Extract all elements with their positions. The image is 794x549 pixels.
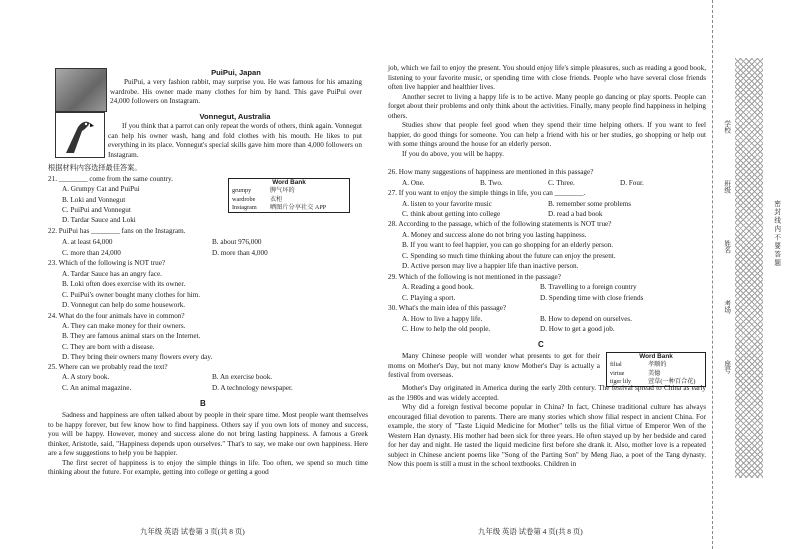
- answer-option: D. Vonnegut can help do some housework.: [62, 301, 186, 309]
- passage-c: [388, 384, 706, 470]
- answer-option: A. How to live a happy life.: [402, 315, 483, 323]
- wb-def: 孝顺的: [648, 361, 667, 369]
- answer-option: A. Grumpy Cat and PuiPui: [62, 185, 140, 193]
- answer-option: C. An animal magazine.: [62, 384, 132, 392]
- answer-option: B. about 976,000: [212, 238, 262, 246]
- answer-option: B. remember some problems: [548, 200, 632, 208]
- question-stem: 29. Which of the following is not mentioned in the passage?: [388, 273, 561, 281]
- binding-field-seat: 座号: [722, 360, 730, 374]
- answer-option: D. Active person may live a happier life than inactive person.: [402, 262, 579, 270]
- wb-term: wardrobe: [232, 195, 256, 203]
- question-stem: 22. PuiPui has ________ fans on the Instagram.: [48, 227, 186, 235]
- wb-def: 美德: [648, 369, 661, 377]
- wb-term: virtue: [610, 369, 625, 377]
- parrot-photo: [55, 112, 105, 158]
- answer-option: C. Three.: [548, 179, 575, 187]
- word-bank-title: Word Bank: [639, 353, 673, 360]
- passage-b: [48, 411, 368, 478]
- rabbit-photo: [55, 68, 107, 112]
- answer-option: C. think about getting into college: [402, 210, 501, 218]
- paragraph: Many Chinese people will wonder what presents to get for their moms on Mother's Day, but not many know Mother's Day is actually a festival from overseas.: [388, 352, 600, 379]
- answer-option: B. An exercise book.: [212, 373, 273, 381]
- wb-def: 脾气坏的: [270, 187, 295, 195]
- question-stem: 23. Which of the following is NOT true?: [48, 259, 166, 267]
- question-stem: 30. What's the main idea of this passage?: [388, 304, 507, 312]
- answer-option: D. Four.: [620, 179, 644, 187]
- paragraph: Sadness and happiness are often talked about by people in their spare time. Most people want themselves to be happy forever, but few know how to find happiness. Others say if you own lots of money and success, you will be happy. However, money and success alone do not bring lasting happiness. A famous a Greek thinker, Aristotle, said, "Happiness depends upon ourselves." That's to say, we make our own happiness. Here are a few suggestions to help you be happier.: [48, 411, 368, 457]
- paragraph: job, which we fail to enjoy the present. You should enjoy life's simple pleasures, such as reading a good book, listening to your favorite music, or spending time with close friends. People who have several close friends often live happier and healthier lives.: [388, 64, 706, 91]
- wb-def: 晒图片分享社交 APP: [270, 203, 327, 211]
- paragraph: If you do above, you will be happy.: [402, 149, 504, 158]
- answer-option: B. How to depend on ourselves.: [540, 315, 633, 323]
- answer-option: C. more than 24,000: [62, 249, 121, 257]
- answer-option: C. They are born with a disease.: [62, 343, 155, 351]
- bio-title: PuiPui, Japan: [211, 68, 261, 77]
- paragraph: Another secret to living a happy life is to be active. Many people go dancing or play sports. People can forget about their problems and only think about the activities. Finally, many people find happiness in helping others.: [388, 92, 706, 120]
- bio-title: Vonnegut, Australia: [199, 112, 271, 121]
- answer-option: B. They are famous animal stars on the Internet.: [62, 332, 201, 340]
- question-stem: 27. If you want to enjoy the simple things in life, you can ________.: [388, 189, 586, 197]
- binding-field-room: 考场: [722, 300, 730, 314]
- paragraph: Studies show that people feel good when they spend their time helping others. If you want to feel happier, do good things for someone. You can help a friend with his or her studies, go shopping or help out with some things around the house for an elderly person.: [388, 121, 706, 148]
- paragraph: Why did a foreign festival become popular in China? In fact, Chinese traditional culture has always encouraged filial devotion to parents. There are many stories which show filial respect in ancient China. For example, the story of "Taste Liquid Medicine for Mother" tells us the filial virtue of Emperor Wen of the Western Han dynasty. His mother had been sick for three years. He often stayed up by her bedside and cared for her day and night. He tasted the liquid medicine first before she drank it. Also, mother love is a repeated subject in Chinese ancient poems like "Song of the Parting Son" by Meng Jiao, a poet of the Tang dynasty. Now this poem is still a must in the school textbooks. Children in: [388, 403, 706, 468]
- answer-option: B. Loki often does exercise with its owner.: [62, 280, 186, 288]
- section-b-heading: B: [200, 399, 206, 408]
- answer-option: A. at least 64,000: [62, 238, 113, 246]
- page-footer: 九年级 英语 试卷第 3 页(共 8 页): [140, 527, 245, 536]
- section-c-heading: C: [538, 340, 544, 349]
- bio-puipui: [110, 68, 362, 107]
- right-page: [388, 0, 710, 549]
- answer-option: B. Travelling to a foreign country: [540, 283, 637, 291]
- answer-option: C. PuiPui and Vonnegut: [62, 206, 131, 214]
- binding-notice: 密 封 线 内 不 要 答 题: [772, 200, 780, 266]
- answer-option: A. A story book.: [62, 373, 110, 381]
- answer-option: A. Tardar Sauce has an angry face.: [62, 270, 162, 278]
- paragraph: The first secret of happiness is to enjoy the simple things in life. Too often, we spend so much time thinking about the future. For example, getting into college or getting a good: [48, 458, 368, 476]
- paragraph: Mother's Day originated in America during the early 20th century. The festival spread to China as early as the 1980s and was widely accepted.: [388, 384, 706, 402]
- bio-text: If you think that a parrot can only repeat the words of others, think again. Vonnegut can help his owner wash, hang and fold clothes with his mouth. He likes to put everything in its place. Vonnegut's special skills gave him more than 4,000 followers on Instagram.: [108, 122, 362, 159]
- binding-field-name: 姓名: [722, 240, 730, 254]
- question-stem: 28. According to the passage, which of the following statements is NOT true?: [388, 220, 612, 228]
- wb-term: grumpy: [232, 187, 252, 195]
- answer-option: B. If you want to feel happier, you can go shopping for an elderly person.: [402, 241, 614, 249]
- passage-b-continued: [388, 64, 706, 159]
- answer-option: D. How to get a good job.: [540, 325, 615, 333]
- question-stem: 24. What do the four animals have in common?: [48, 312, 185, 320]
- answer-option: D. They bring their owners many flowers every day.: [62, 353, 213, 361]
- binding-field-school: 学校: [722, 120, 730, 134]
- answer-option: C. Playing a sport.: [402, 294, 456, 302]
- answer-option: B. Loki and Vonnegut: [62, 196, 126, 204]
- wb-def: 萱草(一种百合花): [648, 377, 696, 385]
- answer-option: A. They can make money for their owners.: [62, 322, 186, 330]
- question-stem: 25. Where can we probably read the text?: [48, 363, 168, 371]
- answer-option: D. Tardar Sauce and Loki: [62, 216, 136, 224]
- page-footer: 九年级 英语 试卷第 4 页(共 8 页): [478, 527, 583, 536]
- answer-option: D. A technology newspaper.: [212, 384, 293, 392]
- wb-def: 衣柜: [270, 195, 283, 203]
- answer-option: D. more than 4,000: [212, 249, 268, 257]
- word-bank-title: Word Bank: [272, 179, 306, 186]
- bio-text: PuiPui, a very fashion rabbit, may surprise you. He was famous for his amazing wardrobe. His owner made many clothes for him by hand. This gave PuiPui over 24,000 followers on Instagram.: [110, 78, 362, 106]
- answer-option: B. Two.: [480, 179, 503, 187]
- wb-term: filial: [610, 361, 622, 369]
- wb-term: Instagram: [232, 203, 257, 211]
- question-stem: 26. How many suggestions of happiness are mentioned in this passage?: [388, 168, 594, 176]
- answer-option: C. How to help the old people.: [402, 325, 491, 333]
- answer-option: A. Money and success alone do not bring you lasting happiness.: [402, 231, 587, 239]
- answer-option: A. One.: [402, 179, 425, 187]
- seal-pattern: [735, 58, 763, 478]
- answer-option: C. PuiPui's owner bought many clothes for him.: [62, 291, 201, 299]
- answer-option: A. listen to your favorite music: [402, 200, 492, 208]
- instruction-text: 根据材料内容选择最佳答案。: [48, 164, 142, 172]
- answer-option: D. read a bad book: [548, 210, 603, 218]
- answer-option: A. Reading a good book.: [402, 283, 474, 291]
- answer-option: D. Spending time with close friends: [540, 294, 644, 302]
- binding-field-class: 班级: [722, 180, 730, 194]
- binding-strip: [712, 0, 794, 549]
- word-bank: [228, 178, 350, 213]
- passage-c-intro: [388, 352, 600, 381]
- bio-vonnegut: [108, 112, 362, 160]
- word-bank: [606, 352, 706, 387]
- question-stem: 21. ________ come from the same country.: [48, 175, 173, 183]
- answer-option: C. Spending so much time thinking about the future can enjoy the present.: [402, 252, 616, 260]
- left-page: [0, 0, 380, 549]
- wb-term: tiger lily: [610, 377, 632, 385]
